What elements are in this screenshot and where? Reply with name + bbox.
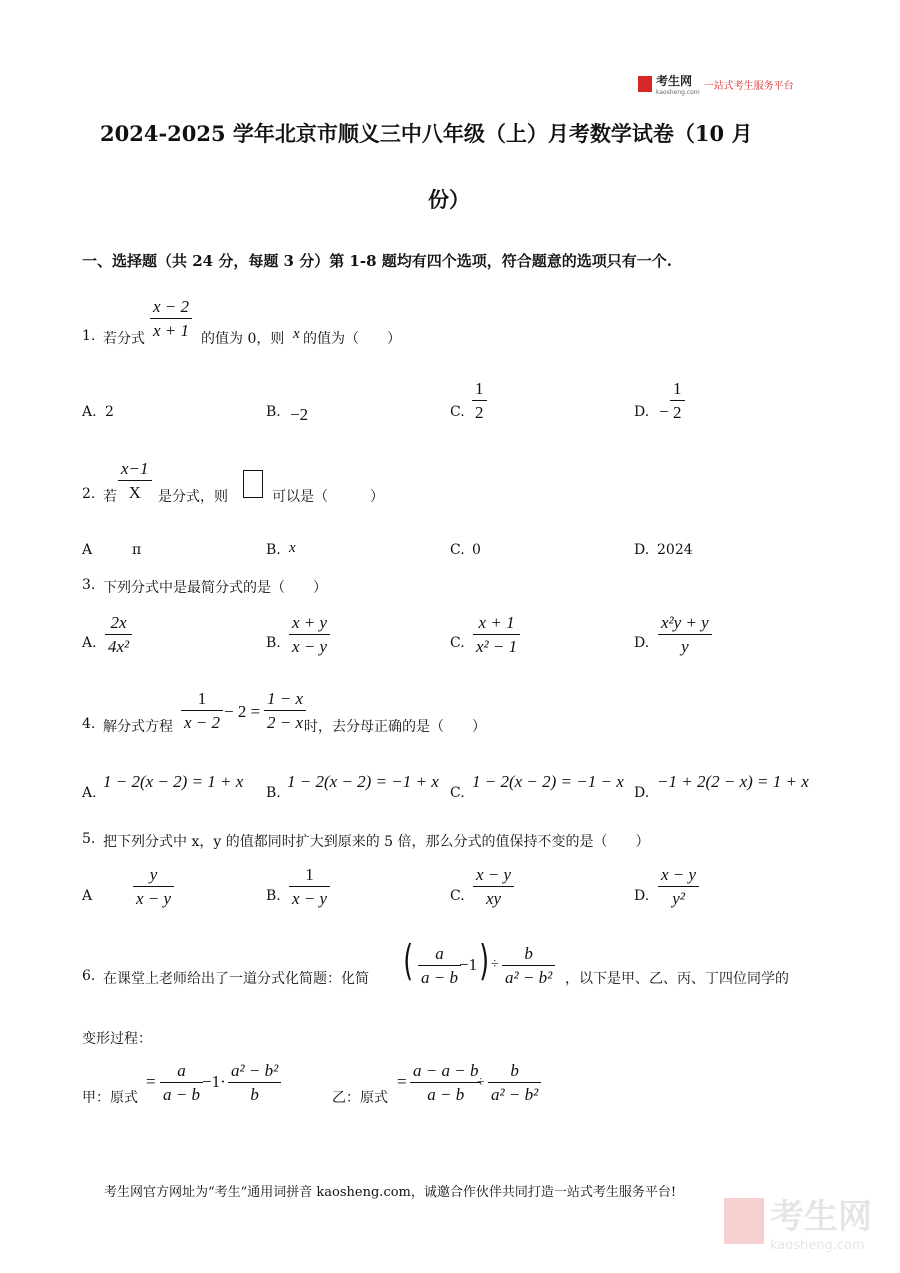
- q3-optB-den: x − y: [292, 637, 328, 656]
- q1-number: 1.: [82, 328, 96, 344]
- q6-div: ÷: [491, 957, 499, 972]
- q3-text: 下列分式中是最简分式的是（ ）: [103, 580, 327, 596]
- q6-frac2-num: b: [524, 944, 533, 963]
- q5-optA-label: A: [82, 888, 93, 904]
- q5-optA-den: x − y: [136, 889, 172, 908]
- q1-frac-num: x − 2: [153, 297, 190, 316]
- q6-jia-frac1-num: a: [177, 1061, 186, 1080]
- q1-post: 的值为 0，则: [201, 331, 285, 347]
- q3-optA-den: 4x²: [108, 637, 130, 656]
- q5-text: 把下列分式中 x，y 的值都同时扩大到原来的 5 倍，那么分式的值保持不变的是（ ）: [103, 834, 650, 850]
- q6-jia-mid: −1·: [202, 1072, 226, 1091]
- q3-optC-num: x + 1: [478, 613, 515, 632]
- q2-optB-value: x: [289, 540, 296, 556]
- q5-optC-den: xy: [485, 889, 502, 908]
- q1-post2: 的值为（ ）: [303, 331, 401, 347]
- q6-frac2-den: a² − b²: [505, 968, 553, 987]
- q2-optA-value: π: [132, 542, 142, 558]
- watermark-url: kaosheng.com: [770, 1238, 865, 1253]
- q3-optD-den: y: [681, 637, 689, 656]
- q4-optA-label: A.: [82, 785, 97, 801]
- q2-fraction: [118, 460, 152, 501]
- page-title-line1: 2024-2025 学年北京市顺义三中八年级（上）月考数学试卷（10 月: [100, 121, 753, 146]
- q3-optC-label: C.: [450, 635, 465, 651]
- q6-yi-frac2-den: a² − b²: [491, 1085, 539, 1104]
- q2-number: 2.: [82, 486, 96, 502]
- q5-optD-num: x − y: [661, 865, 697, 884]
- logo-url: kaosheng.com: [656, 89, 700, 96]
- q6-jia-eq: =: [146, 1072, 156, 1091]
- q6-yi-eq: =: [397, 1072, 407, 1091]
- q2-optC-value: 0: [472, 542, 481, 558]
- q1-pre: 若分式: [103, 331, 145, 347]
- q2-frac-den: X: [128, 483, 141, 502]
- logo-name: 考生网: [656, 74, 693, 88]
- q6-frac1: [418, 945, 461, 986]
- watermark-text: 考生网: [770, 1197, 872, 1237]
- q1-optD-num: 1: [673, 379, 682, 398]
- q6-right-paren: ): [479, 936, 490, 985]
- q5-optB-label: B.: [266, 888, 281, 904]
- q1-optA-value: 2: [105, 404, 114, 420]
- q2-optB-label: B.: [266, 542, 281, 558]
- watermark: [724, 1189, 872, 1253]
- q1-optC-label: C.: [450, 404, 465, 420]
- q1-fraction: [150, 298, 192, 339]
- q1-frac-den: x + 1: [153, 321, 190, 340]
- q2-optD-label: D.: [634, 542, 650, 558]
- q6-left-paren: (: [403, 936, 414, 985]
- q4-frac2-den: 2 − x: [267, 713, 304, 732]
- q5-number: 5.: [82, 831, 96, 847]
- q4-optB-label: B.: [266, 785, 281, 801]
- q5-optB-den: x − y: [292, 889, 328, 908]
- q3-optC-den: x² − 1: [476, 637, 518, 656]
- q6-jia-frac1-den: a − b: [163, 1085, 200, 1104]
- q3-number: 3.: [82, 577, 96, 593]
- q6-yi-div: ÷: [477, 1075, 485, 1090]
- q6-frac1-den: a − b: [421, 968, 458, 987]
- q6-frac1-num: a: [435, 944, 444, 963]
- q6-yi-frac1-num: a − a − b: [413, 1061, 479, 1080]
- q6-frac2: [502, 945, 555, 986]
- q3-optD-num: x²y + y: [661, 613, 709, 632]
- q5-optD-fraction: [658, 866, 699, 907]
- q5-optC-num: x − y: [476, 865, 512, 884]
- watermark-logo-icon: [724, 1198, 764, 1244]
- q6-jia-label: 甲：原式: [82, 1090, 138, 1106]
- site-logo: [638, 72, 794, 96]
- q1-optD-sign: −: [659, 402, 669, 421]
- q6-minus1: −1: [459, 955, 478, 974]
- q3-optA-fraction: [105, 614, 132, 655]
- q6-yi-frac2-num: b: [510, 1061, 519, 1080]
- q2-mid: 是分式，则: [158, 489, 228, 505]
- q2-frac-num: x−1: [121, 459, 149, 478]
- q6-post: ，以下是甲、乙、丙、丁四位同学的: [565, 971, 789, 987]
- q4-frac1-den: x − 2: [184, 713, 221, 732]
- q5-optA-fraction: [133, 866, 174, 907]
- q5-optB-num: 1: [305, 865, 314, 884]
- q3-optD-label: D.: [634, 635, 650, 651]
- footer-text: 考生网官方网址为“考生”通用词拼音 kaosheng.com，诚邀合作伙伴共同打造一站式考生服务平台!: [104, 1185, 677, 1200]
- q4-frac2: [264, 690, 306, 731]
- q6-jia-frac2-num: a² − b²: [231, 1061, 279, 1080]
- page-title-line2: 份）: [428, 187, 470, 212]
- q1-optC-den: 2: [475, 403, 484, 422]
- q6-pre: 在课堂上老师给出了一道分式化简题：化简: [103, 971, 369, 987]
- q3-optC-fraction: [473, 614, 520, 655]
- section-heading: 一、选择题（共 24 分，每题 3 分）第 1-8 题均有四个选项，符合题意的选项只有一个.: [82, 252, 672, 270]
- q4-post: 时，去分母正确的是（ ）: [304, 719, 486, 735]
- q2-pre: 若: [103, 489, 117, 505]
- q1-optC-fraction: [472, 380, 487, 421]
- q1-optB-value: −2: [290, 405, 309, 424]
- q5-optD-label: D.: [634, 888, 650, 904]
- q1-optD-den: 2: [673, 403, 682, 422]
- q3-optD-fraction: [658, 614, 712, 655]
- q4-pre: 解分式方程: [103, 719, 173, 735]
- q4-optA-value: 1 − 2(x − 2) = 1 + x: [103, 772, 244, 791]
- q2-post: 可以是（ ）: [272, 489, 384, 505]
- q1-optD-label: D.: [634, 404, 650, 420]
- logo-icon: [638, 76, 652, 92]
- blank-box: [243, 470, 263, 498]
- logo-slogan: 一站式考生服务平台: [703, 80, 794, 92]
- q3-optA-num: 2x: [110, 613, 127, 632]
- q1-optC-num: 1: [475, 379, 484, 398]
- q4-frac1: [181, 690, 223, 731]
- q4-mid: − 2 =: [224, 702, 261, 721]
- q5-optC-fraction: [473, 866, 514, 907]
- q5-optC-label: C.: [450, 888, 465, 904]
- q4-optC-value: 1 − 2(x − 2) = −1 − x: [472, 772, 624, 791]
- q1-var: x: [293, 326, 300, 342]
- q6-jia-frac1: [160, 1062, 203, 1103]
- q1-optA-label: A.: [82, 404, 97, 420]
- q4-optB-value: 1 − 2(x − 2) = −1 + x: [287, 772, 439, 791]
- q4-optD-value: −1 + 2(2 − x) = 1 + x: [657, 772, 809, 791]
- q5-optB-fraction: [289, 866, 330, 907]
- q4-frac1-num: 1: [197, 689, 207, 708]
- watermark-textblock: [770, 1189, 872, 1253]
- q6-yi-frac1-den: a − b: [427, 1085, 465, 1104]
- q6-jia-frac2-den: b: [250, 1085, 259, 1104]
- q3-optB-fraction: [289, 614, 330, 655]
- q2-optD-value: 2024: [657, 542, 693, 558]
- logo-textblock: [656, 72, 700, 96]
- q4-number: 4.: [82, 716, 96, 732]
- q6-yi-label: 乙：原式: [332, 1090, 388, 1106]
- q3-optB-num: x + y: [292, 613, 328, 632]
- q3-optA-label: A.: [82, 635, 97, 651]
- q5-optA-num: y: [149, 865, 158, 884]
- q2-optA-label: A: [82, 542, 93, 558]
- q3-optB-label: B.: [266, 635, 281, 651]
- q2-optC-label: C.: [450, 542, 465, 558]
- q6-number: 6.: [82, 968, 96, 984]
- q4-frac2-num: 1 − x: [267, 689, 304, 708]
- q5-optD-den: y²: [672, 889, 685, 908]
- q6-yi-frac2: [488, 1062, 541, 1103]
- q6-yi-frac1: [410, 1062, 481, 1103]
- q6-line2: 变形过程：: [82, 1031, 152, 1047]
- q1-optB-label: B.: [266, 404, 281, 420]
- q4-optC-label: C.: [450, 785, 465, 801]
- q4-optD-label: D.: [634, 785, 650, 801]
- q6-jia-frac2: [228, 1062, 281, 1103]
- q1-optD-fraction: [670, 380, 685, 421]
